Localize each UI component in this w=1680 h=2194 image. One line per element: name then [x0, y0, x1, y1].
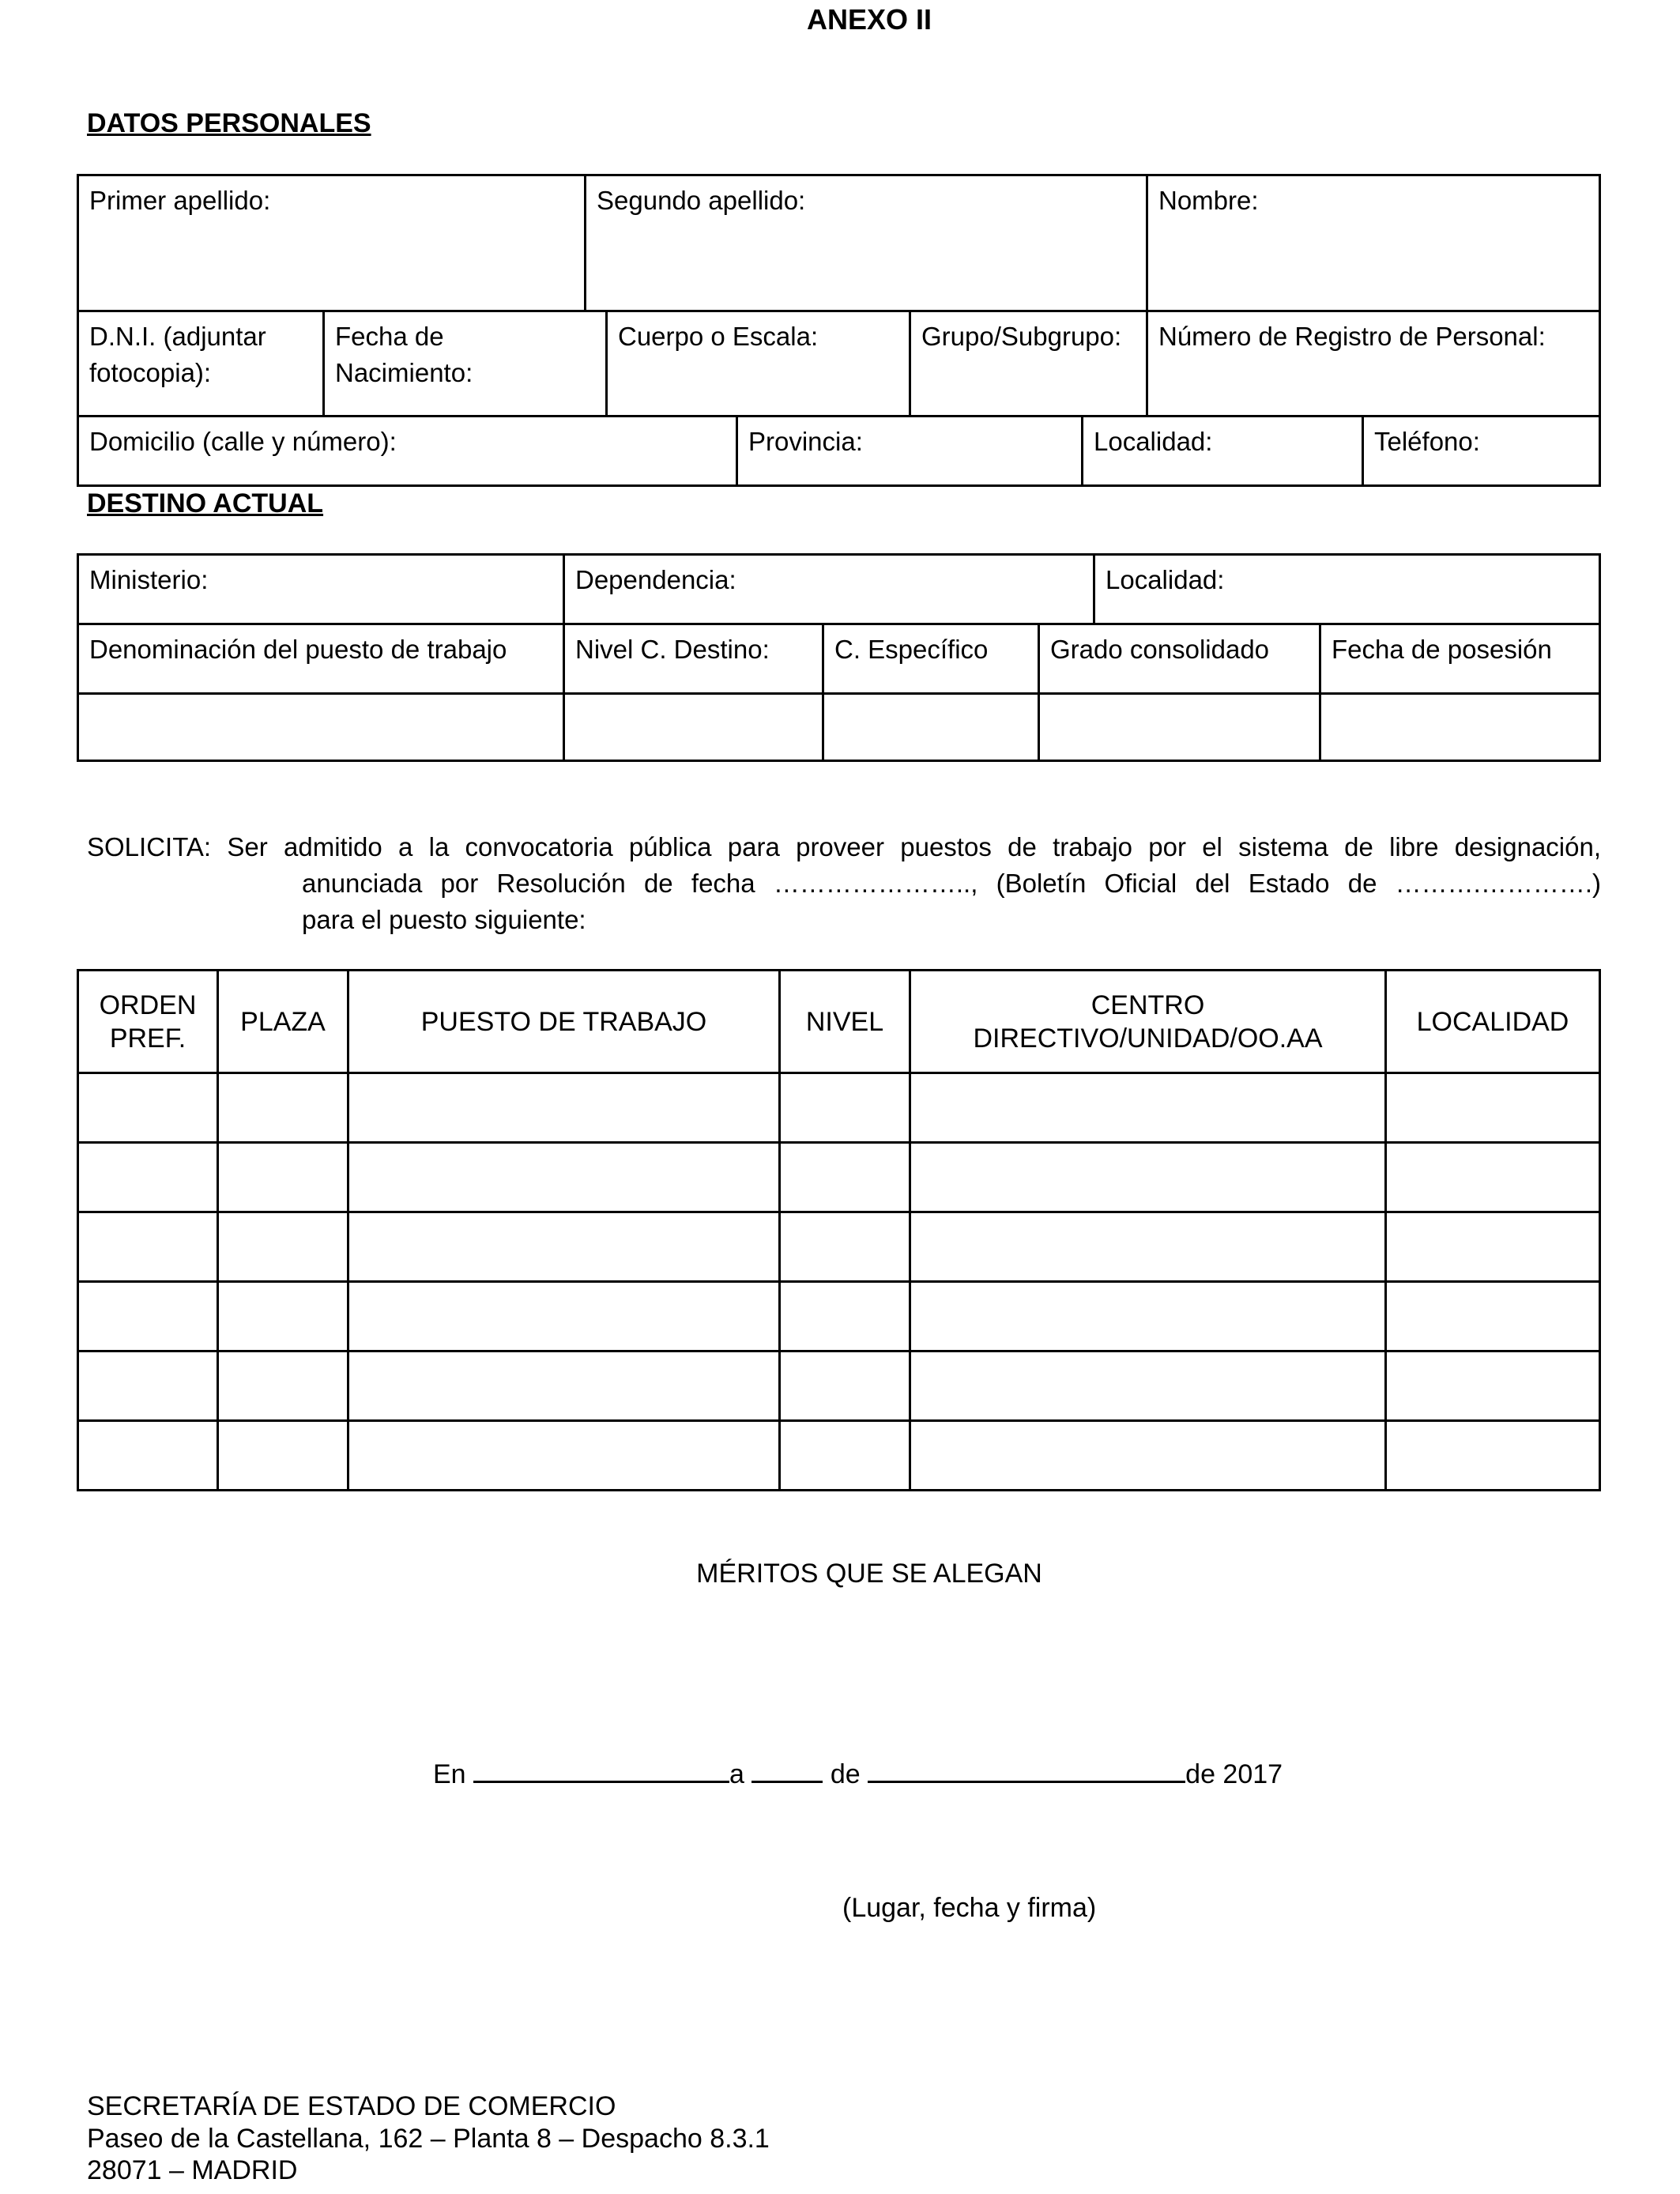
firma-year-label: de 2017: [1185, 1759, 1283, 1789]
localidad-personal-field[interactable]: [1081, 415, 1364, 487]
dni-label-line2: fotocopia):: [89, 358, 212, 387]
cell-nivel[interactable]: [778, 1419, 911, 1491]
cell-plaza[interactable]: [217, 1211, 349, 1283]
localidad-destino-label: Localidad:: [1106, 565, 1225, 594]
header-nivel-label: NIVEL: [805, 1006, 884, 1037]
cell-plaza[interactable]: [217, 1350, 349, 1422]
grado-header: [1038, 623, 1321, 695]
firma-caption: (Lugar, fecha y firma): [842, 1893, 1097, 1923]
meritos-heading: MÉRITOS QUE SE ALEGAN: [696, 1559, 1042, 1589]
header-localidad: [1384, 969, 1601, 1074]
cell-localidad[interactable]: [1384, 1350, 1601, 1422]
cell-localidad[interactable]: [1384, 1211, 1601, 1283]
domicilio-label: Domicilio (calle y número):: [89, 427, 397, 456]
nivel-destino-label: Nivel C. Destino:: [575, 635, 770, 664]
datos-personales-heading: DATOS PERSONALES: [87, 108, 371, 138]
especifico-header: [822, 623, 1040, 695]
especifico-input[interactable]: [822, 692, 1040, 762]
solicita-line1: [87, 829, 1601, 865]
cell-nivel[interactable]: [778, 1280, 911, 1352]
cell-centro[interactable]: [909, 1141, 1387, 1213]
registro-personal-field[interactable]: [1146, 310, 1601, 417]
cell-puesto[interactable]: [347, 1211, 781, 1283]
solicita-line2: anunciada por Resolución de fecha ………………….., (Boletín Oficial del Estado de ……….………….): [302, 869, 1601, 898]
cell-orden[interactable]: [77, 1072, 219, 1144]
solicita-text: Ser admitido a la convocatoria pública para proveer puestos de trabajo por el sistema de libre designación,: [227, 832, 1602, 861]
cell-puesto[interactable]: [347, 1419, 781, 1491]
grado-input[interactable]: [1038, 692, 1321, 762]
grupo-subgrupo-field[interactable]: [909, 310, 1148, 417]
registro-personal-label: Número de Registro de Personal:: [1158, 322, 1546, 351]
fecha-posesion-input[interactable]: [1319, 692, 1601, 762]
cell-nivel[interactable]: [778, 1211, 911, 1283]
primer-apellido-label: Primer apellido:: [89, 186, 271, 215]
segundo-apellido-field[interactable]: [584, 174, 1148, 312]
fecha-posesion-label: Fecha de posesión: [1332, 635, 1552, 664]
footer-line1: SECRETARÍA DE ESTADO DE COMERCIO: [87, 2091, 616, 2121]
provincia-field[interactable]: [736, 415, 1083, 487]
cell-nivel[interactable]: [778, 1141, 911, 1213]
cell-puesto[interactable]: [347, 1350, 781, 1422]
ministerio-field[interactable]: [77, 553, 565, 625]
cell-centro[interactable]: [909, 1350, 1387, 1422]
cell-localidad[interactable]: [1384, 1141, 1601, 1213]
mes-blank[interactable]: [868, 1757, 1185, 1783]
header-centro: [909, 969, 1387, 1074]
lugar-blank[interactable]: [473, 1757, 729, 1783]
cell-puesto[interactable]: [347, 1072, 781, 1144]
denominacion-input[interactable]: [77, 692, 565, 762]
telefono-field[interactable]: [1362, 415, 1601, 487]
header-nivel: [778, 969, 911, 1074]
especifico-label: C. Específico: [834, 635, 989, 664]
fecha-nacimiento-field[interactable]: [322, 310, 608, 417]
cell-plaza[interactable]: [217, 1072, 349, 1144]
cell-centro[interactable]: [909, 1280, 1387, 1352]
firma-a-label: a: [729, 1759, 744, 1789]
cell-centro[interactable]: [909, 1419, 1387, 1491]
dni-field[interactable]: [77, 310, 325, 417]
footer-line2: Paseo de la Castellana, 162 – Planta 8 – Despacho 8.3.1: [87, 2124, 770, 2154]
fecha-nacimiento-label-line1: Fecha de: [335, 322, 444, 351]
provincia-label: Provincia:: [748, 427, 863, 456]
fecha-nacimiento-label-line2: Nacimiento:: [335, 358, 473, 387]
header-centro-line1: CENTRO: [1090, 990, 1205, 1020]
cell-plaza[interactable]: [217, 1141, 349, 1213]
cell-centro[interactable]: [909, 1211, 1387, 1283]
cell-plaza[interactable]: [217, 1419, 349, 1491]
fecha-posesion-header: [1319, 623, 1601, 695]
cell-puesto[interactable]: [347, 1141, 781, 1213]
grupo-subgrupo-label: Grupo/Subgrupo:: [921, 322, 1122, 351]
nivel-destino-header: [563, 623, 824, 695]
cell-orden[interactable]: [77, 1419, 219, 1491]
segundo-apellido-label: Segundo apellido:: [597, 186, 806, 215]
cell-nivel[interactable]: [778, 1350, 911, 1422]
cell-orden[interactable]: [77, 1211, 219, 1283]
cell-localidad[interactable]: [1384, 1419, 1601, 1491]
primer-apellido-field[interactable]: [77, 174, 586, 312]
header-orden-line2: PREF.: [109, 1023, 186, 1054]
solicita-line3: para el puesto siguiente:: [302, 905, 586, 934]
header-orden-pref: [77, 969, 219, 1074]
page-title: ANEXO II: [806, 3, 932, 36]
ministerio-label: Ministerio:: [89, 565, 209, 594]
cell-orden[interactable]: [77, 1280, 219, 1352]
telefono-label: Teléfono:: [1374, 427, 1480, 456]
denominacion-header: [77, 623, 565, 695]
cell-localidad[interactable]: [1384, 1280, 1601, 1352]
dia-blank[interactable]: [751, 1757, 823, 1783]
cell-orden[interactable]: [77, 1141, 219, 1213]
destino-actual-heading: DESTINO ACTUAL: [87, 488, 324, 518]
header-puesto-label: PUESTO DE TRABAJO: [420, 1006, 707, 1037]
cell-localidad[interactable]: [1384, 1072, 1601, 1144]
nombre-field[interactable]: [1146, 174, 1601, 312]
firma-en-label: En: [433, 1759, 466, 1789]
nombre-label: Nombre:: [1158, 186, 1259, 215]
header-localidad-label: LOCALIDAD: [1416, 1006, 1569, 1037]
header-plaza-label: PLAZA: [240, 1006, 326, 1037]
header-puesto: [347, 969, 781, 1074]
firma-de-label: de: [830, 1759, 861, 1789]
cell-orden[interactable]: [77, 1350, 219, 1422]
solicita-label: SOLICITA:: [87, 832, 212, 861]
cell-centro[interactable]: [909, 1072, 1387, 1144]
dependencia-field[interactable]: [563, 553, 1095, 625]
footer-line3: 28071 – MADRID: [87, 2155, 298, 2185]
firma-line: [433, 1756, 1283, 1793]
denominacion-label: Denominación del puesto de trabajo: [89, 635, 507, 664]
localidad-destino-field[interactable]: [1093, 553, 1601, 625]
header-centro-line2: DIRECTIVO/UNIDAD/OO.AA: [973, 1023, 1323, 1054]
domicilio-field[interactable]: [77, 415, 738, 487]
cell-plaza[interactable]: [217, 1280, 349, 1352]
cuerpo-escala-label: Cuerpo o Escala:: [618, 322, 819, 351]
grado-label: Grado consolidado: [1050, 635, 1270, 664]
header-orden-line1: ORDEN: [99, 990, 197, 1020]
cuerpo-escala-field[interactable]: [605, 310, 911, 417]
localidad-personal-label: Localidad:: [1094, 427, 1213, 456]
cell-puesto[interactable]: [347, 1280, 781, 1352]
dni-label-line1: D.N.I. (adjuntar: [89, 322, 266, 351]
header-plaza: [217, 969, 349, 1074]
nivel-destino-input[interactable]: [563, 692, 824, 762]
dependencia-label: Dependencia:: [575, 565, 736, 594]
cell-nivel[interactable]: [778, 1072, 911, 1144]
